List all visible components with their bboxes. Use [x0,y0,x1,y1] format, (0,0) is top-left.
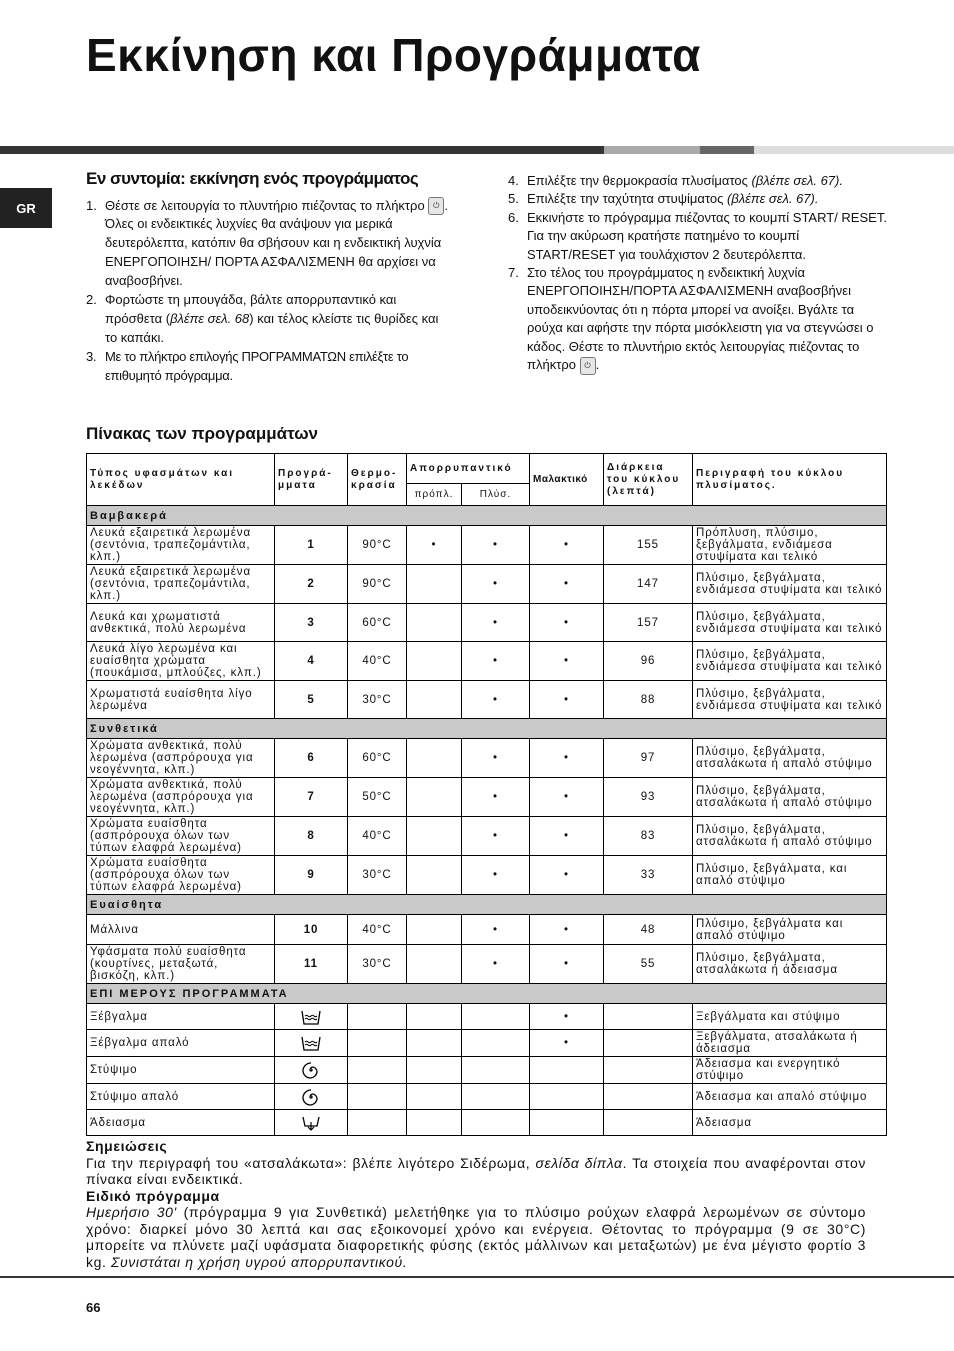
step-7: 7. Στο τέλος του προγράμματος η ενδεικτική λυχνία ΕΝΕΡΓΟΠΟΙΗΣΗ/ΠΟΡΤΑ ΑΣΦΑΛΙΣΜΕΝΗ αναβοσβήνει υποδεικνύοντας ότι η πόρτα μπορεί να ανοίξει. Βγάλτε τα ρούχα και αφήστε την πόρτα μισόκλειστη για να στεγνώσει ο κάδος. Θέστε το πλυντήριο εκτός λειτουργίας πιέζοντας το πλήκτρο ⏻ . [508,264,888,375]
table-row: Χρώματα ανθεκτικά, πολύ λερωμένα (ασπρόρουχα για νεογέννητα, κλπ.) 7 50°C • • 93 Πλύσιμο, ξεβγάλματα, ατσαλάκωτα ή απαλό στύψιμο [87,778,887,817]
header-wash: Πλύσ. [462,484,530,506]
spin-icon [300,1088,322,1106]
table-row: Χρώματα ευαίσθητα (ασπρόρουχα όλων των τύπων ελαφρά λερωμένα) 8 40°C • • 83 Πλύσιμο, ξεβγάλματα, ατσαλάκωτα ή απαλό στύψιμο [87,817,887,856]
program-table-heading: Πίνακας των προγραμμάτων [86,424,319,443]
dot-mark: • [462,526,530,565]
table-row: Υφάσματα πολύ ευαίσθητα (κουρτίνες, μεταξωτά, βισκόζη, κλπ.) 11 30°C • • 55 Πλύσιμο, ξεβγάλματα, ατσαλάκωτα ή άδειασμα [87,945,887,984]
table-row: Χρώματα ευαίσθητα (ασπρόρουχα όλων των τύπων ελαφρά λερωμένα) 9 30°C • • 33 Πλύσιμο, ξεβγάλματα, και απαλό στύψιμο [87,856,887,895]
rinse-icon [300,1034,322,1052]
special-program-text: Ημερήσιο 30' (πρόγραμμα 9 για Συνθετικά) μελετήθηκε για το πλύσιμο ρούχων ελαφρά λερωμένων σε σύντομο χρόνο: διαρκεί μόνο 30 λεπτά και σας εξοικονομεί χρόνο και ενέργεια. Θέτοντας το πρόγραμμα (9 σε 30°C) μπορείτε να πλύνετε μαζί υφάσματα διαφορετικής φύσης (εκτός μάλλινων και μεταξωτών) με ένα μέγιστο φορτίο 3 kg. Συνιστάται η χρήση υγρού απορρυπαντικού. [86,1204,866,1270]
dot-mark: • [530,642,604,681]
dot-mark: • [462,778,530,817]
header-detergent: Απορρυπαντικό [407,454,530,484]
header-program: Προγρά- μματα [275,454,348,506]
table-row: Άδειασμα Άδειασμα [87,1110,887,1136]
header-band-dark [0,146,604,154]
step-2: 2. Φορτώστε τη μπουγάδα, βάλτε απορρυπαντικό και πρόσθετα (βλέπε σελ. 68) και τέλος κλείστε τις θυρίδες και το καπάκι. [86,292,439,345]
notes-text: Για την περιγραφή του «ατσαλάκωτα»: βλέπε λιγότερο Σιδέρωμα, σελίδα δίπλα. Τα στοιχεία που αναφέρονται στον πίνακα είναι ενδεικτικά. [86,1154,866,1187]
dot-mark: • [462,642,530,681]
program-table [86,453,887,1136]
spin-icon [300,1061,322,1079]
dot-mark: • [462,915,530,945]
section-synthetics: Συνθετικά [87,719,887,739]
quick-start-steps-left [86,197,448,386]
special-program-heading: Ειδικό πρόγραμμα [86,1187,220,1204]
table-row: Στύψιμο Άδειασμα και ενεργητικό στύψιμο [87,1057,887,1084]
table-row: Ξέβγαλμα απαλό • Ξεβγάλματα, ατσαλάκωτα ή άδειασμα [87,1030,887,1057]
table-row: Λευκά λίγο λερωμένα και ευαίσθητα χρώματα (πουκάμισα, μπλούζες, κλπ.) 4 40°C • • 96 Πλύσιμο, ξεβγάλματα, ενδιάμεσα στυψίματα και τελικό [87,642,887,681]
page-title: Εκκίνηση και Προγράμματα [86,29,701,81]
header-duration: Διάρκεια του κύκλου (λεπτά) [604,454,693,506]
step-5: 5. Επιλέξτε την ταχύτητα στυψίματος (βλέπε σελ. 67). [508,191,819,207]
quick-start-steps-right [508,172,888,375]
table-row: Χρωματιστά ευαίσθητα λίγο λερωμένα 5 30°C • • 88 Πλύσιμο, ξεβγάλματα, ενδιάμεσα στυψίματα και τελικό [87,681,887,719]
notes-section [86,1138,866,1270]
header-fabric: Τύπος υφασμάτων και λεκέδων [87,454,275,506]
header-prewash: πρόπλ. [407,484,462,506]
step-1: 1. Θέστε σε λειτουργία το πλυντήριο πιέζοντας το πλήκτρο ⏻ . Όλες οι ενδεικτικές λυχνίες θα ανάψουν για μερικά δευτερόλεπτα, κατόπιν θα σβήσουν και η ενδεικτική λυχνία ΕΝΕΡΓΟΠΟΙΗΣΗ/ ΠΟΡΤΑ ΑΣΦΑΛΙΣΜΕΝΗ θα αρχίσει να αναβοσβήνει. [86,197,448,288]
quick-start-left [86,170,448,386]
dot-mark: • [530,856,604,895]
header-description: Περιγραφή του κύκλου πλυσίματος. [693,454,887,506]
page-number: 66 [86,1300,101,1315]
dot-mark: • [530,778,604,817]
header-band-light [754,146,954,154]
drain-icon [300,1114,322,1132]
dot-mark: • [462,817,530,856]
rinse-icon [300,1008,322,1026]
notes-heading: Σημειώσεις [86,1138,168,1154]
quick-start-right [508,172,888,375]
dot-mark: • [530,1004,604,1030]
table-row: Στύψιμο απαλό Άδειασμα και απαλό στύψιμο [87,1084,887,1110]
table-row: Ξέβγαλμα • Ξεβγάλματα και στύψιμο [87,1004,887,1030]
section-delicates: Ευαίσθητα [87,895,887,915]
quick-start-heading: Εν συντομία: εκκίνηση ενός προγράμματος [86,169,419,188]
step-3: 3. Με το πλήκτρο επιλογής ΠΡΟΓΡΑΜΜΑΤΩΝ επιλέξτε το επιθυμητό πρόγραμμα. [86,349,409,384]
header-softener: Μαλακτικό [530,454,604,506]
table-row: Μάλλινα 10 40°C • • 48 Πλύσιμο, ξεβγάλματα και απαλό στύψιμο [87,915,887,945]
table-row: Λευκά εξαιρετικά λερωμένα (σεντόνια, τραπεζομάντιλα, κλπ.) 2 90°C • • 147 Πλύσιμο, ξεβγάλματα, ενδιάμεσα στυψίματα και τελικό [87,565,887,604]
section-cotton: Βαμβακερά [87,506,887,526]
dot-mark: • [530,604,604,642]
dot-mark: • [462,565,530,604]
dot-mark: • [530,1030,604,1057]
dot-mark: • [530,565,604,604]
power-button-icon: ⏻ [580,357,596,375]
dot-mark: • [530,817,604,856]
dot-mark: • [462,739,530,778]
header-band-mid [604,146,700,154]
power-button-icon: ⏻ [428,197,444,215]
table-row: Χρώματα ανθεκτικά, πολύ λερωμένα (ασπρόρουχα για νεογέννητα, κλπ.) 6 60°C • • 97 Πλύσιμο, ξεβγάλματα, ατσαλάκωτα ή απαλό στύψιμο [87,739,887,778]
dot-mark: • [462,856,530,895]
dot-mark: • [462,681,530,719]
dot-mark: • [462,945,530,984]
footer-rule [0,1276,954,1278]
table-row: Λευκά εξαιρετικά λερωμένα (σεντόνια, τραπεζομάντιλα, κλπ.) 1 90°C • • • 155 Πρόπλυση, πλύσιμο, ξεβγάλματα, ενδιάμεσα στυψίματα και τελικό [87,526,887,565]
dot-mark: • [462,604,530,642]
header-temperature: Θερμο- κρασία [348,454,407,506]
dot-mark: • [530,681,604,719]
step-4: 4. Επιλέξτε την θερμοκρασία πλυσίματος (βλέπε σελ. 67). [508,173,843,188]
dot-mark: • [530,739,604,778]
table-row: Λευκά και χρωματιστά ανθεκτικά, πολύ λερωμένα 3 60°C • • 157 Πλύσιμο, ξεβγάλματα, ενδιάμεσα στυψίματα και τελικό [87,604,887,642]
dot-mark: • [530,526,604,565]
section-partial-programs: ΕΠΙ ΜΕΡΟΥΣ ΠΡΟΓΡΑΜΜΑΤΑ [87,984,887,1004]
dot-mark: • [530,915,604,945]
header-band-dark-2 [700,146,754,154]
dot-mark: • [407,526,462,565]
language-tab: GR [0,188,52,228]
step-6: 6. Εκκινήστε το πρόγραμμα πιέζοντας το κουμπί START/ RESET. Για την ακύρωση κρατήστε πατημένο το κουμπί START/RESET για τουλάχιστον 2 δευτερόλεπτα. [508,209,887,262]
dot-mark: • [530,945,604,984]
